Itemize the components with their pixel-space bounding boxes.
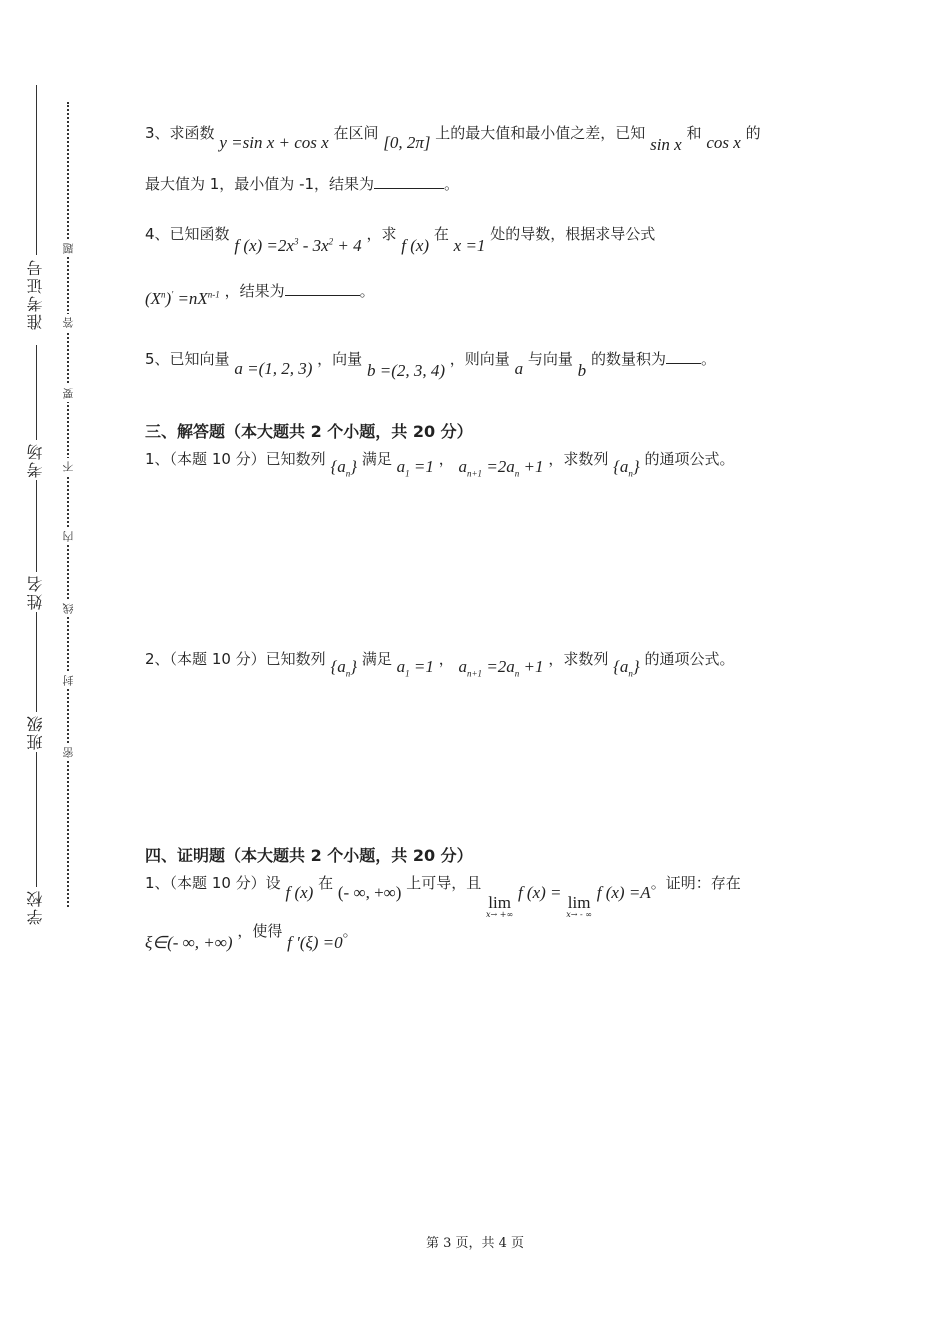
margin-line-top <box>36 85 37 255</box>
section-4-title: 四、证明题（本大题共 2 个小题，共 20 分） <box>145 846 473 865</box>
question-3-line-1: 3、求函数 y =sin x + cos x 在区间 [0, 2π] 上的最大值和最小值之差，已知 sin x 和 cos x 的 <box>145 124 761 154</box>
seal-char: 线 <box>61 600 77 617</box>
margin-line-4 <box>36 612 37 712</box>
margin-field-exam-room: 考场 <box>26 442 45 478</box>
seal-char: 题 <box>61 240 77 257</box>
question-5-line: 5、已知向量 a =(1, 2, 3) ，向量 b =(2, 3, 4) ，则向量 a 与向量 b 的数量积为 。 <box>145 350 716 380</box>
page-footer: 第 3 页，共 4 页 <box>425 1236 525 1251</box>
answer-blank[interactable] <box>374 174 444 189</box>
margin-line-2 <box>36 345 37 440</box>
answer-blank[interactable] <box>285 281 360 296</box>
section-4-question-1-line-2: ξ∈(- ∞, +∞) ，使得 f ′(ξ) =0。 <box>145 922 358 952</box>
limit-expression: lim x→ - ∞ <box>566 893 592 919</box>
question-3-line-2: 最大值为 1，最小值为 -1，结果为 。 <box>145 175 460 193</box>
margin-field-exam-number: 准考证号 <box>26 258 45 330</box>
limit-expression: lim x→ +∞ <box>486 893 514 919</box>
margin-line-5 <box>36 752 37 887</box>
margin-field-school: 学校 <box>26 889 45 925</box>
section-3-title: 三、解答题（本大题共 2 个小题，共 20 分） <box>145 422 473 441</box>
seal-char: 答 <box>61 314 77 331</box>
answer-blank[interactable] <box>666 349 701 364</box>
seal-char: 封 <box>61 672 77 689</box>
seal-dotted-line <box>67 102 69 907</box>
section-3-question-1: 1、（本题 10 分）已知数列 $\{a_n\}$ 满足 $a_1 =1$ ， $a_{n+1} =2a_n +1$ ，求数列 $\{a_n\}$ 的通项公式。 <box>145 450 735 479</box>
seal-char: 内 <box>61 528 77 545</box>
seal-char: 要 <box>61 385 77 402</box>
seal-char: 不 <box>61 458 77 475</box>
question-4-line-2: $(X^n)' =nX^{n-1}$ ，结果为 。 <box>145 282 375 308</box>
margin-line-3 <box>36 480 37 572</box>
section-3-question-2: 2、（本题 10 分）已知数列 $\{a_n\}$ 满足 $a_1 =1$ ， $a_{n+1} =2a_n +1$ ，求数列 $\{a_n\}$ 的通项公式。 <box>145 650 735 679</box>
margin-field-name: 姓名 <box>26 574 45 610</box>
question-4-line-1: 4、已知函数 f $(x) =2x^3 - 3x^2 + 4$ ，求 f (x) 在 x =1 处的导数，根据求导公式 <box>145 225 656 255</box>
section-4-question-1-line-1: 1、（本题 10 分）设 f (x) 在 (- ∞, +∞) 上可导，且 lim x→ +∞ f (x) = lim x→ - ∞ f (x) =A。证明：存在 <box>145 874 741 919</box>
margin-field-class: 班级 <box>26 714 45 750</box>
seal-char: 密 <box>61 744 77 761</box>
